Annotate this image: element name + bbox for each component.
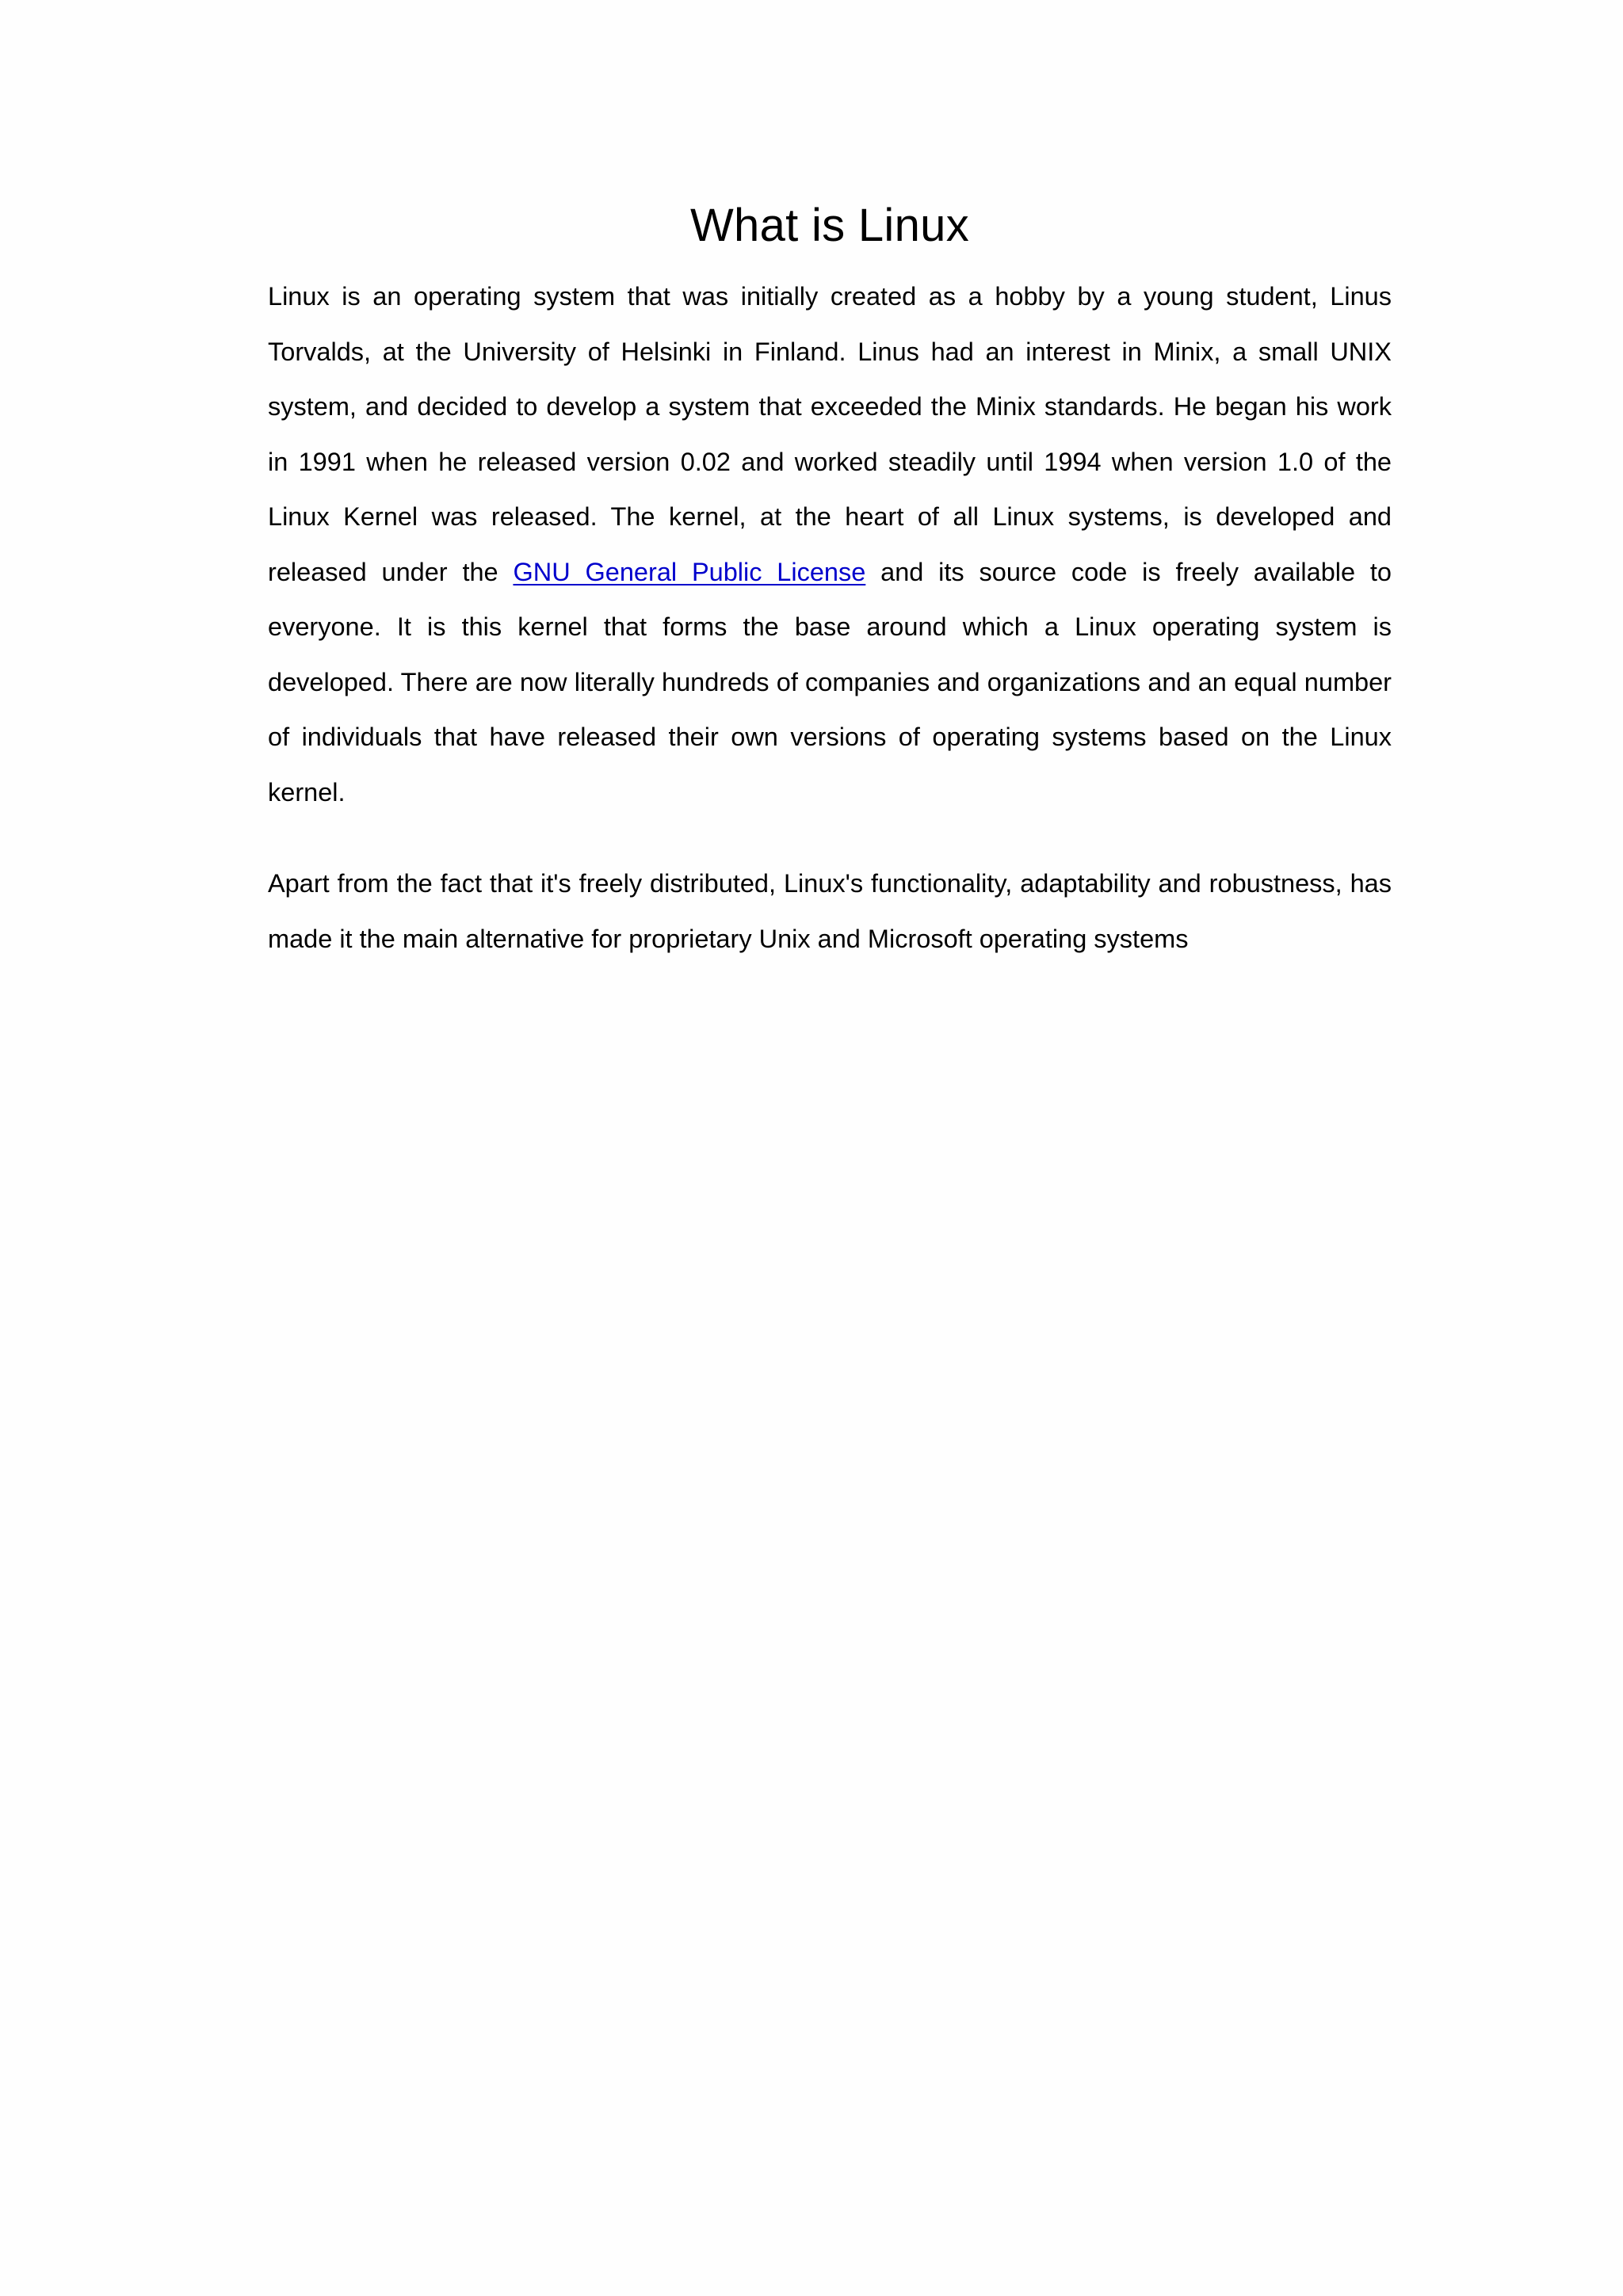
paragraph-intro-text-end: and its source code is freely available to everyone. It is this kernel that forms the base around which a Linux operating system is developed. There are now literally hundreds of companies and organizations and an equal number of individuals that have released their own versions of operating systems based on the Linux kernel. [268,557,1392,807]
paragraph-alternative: Apart from the fact that it's freely distributed, Linux's functionality, adaptability and robustness, has made it the main alternative for proprietary Unix and Microsoft operating systems [268,869,1392,953]
paragraph-intro-text-start: Linux is an operating system that was initially created as a hobby by a young student, Linus Torvalds, at the University of Helsinki in Finland. Linus had an interest in Minix, a small UNIX system, and decided to develop a system that exceeded the Minix standards. He began his work in 1991 when he released version 0.02 and worked steadily until 1994 when version 1.0 of the Linux Kernel was released. The kernel, at the heart of all Linux systems, is developed and released under the [268,282,1392,586]
page-title: What is Linux [689,200,970,251]
paragraph-intro [268,269,1392,820]
document-body [268,190,1392,967]
gnu-gpl-link[interactable]: GNU General Public License [513,557,866,586]
